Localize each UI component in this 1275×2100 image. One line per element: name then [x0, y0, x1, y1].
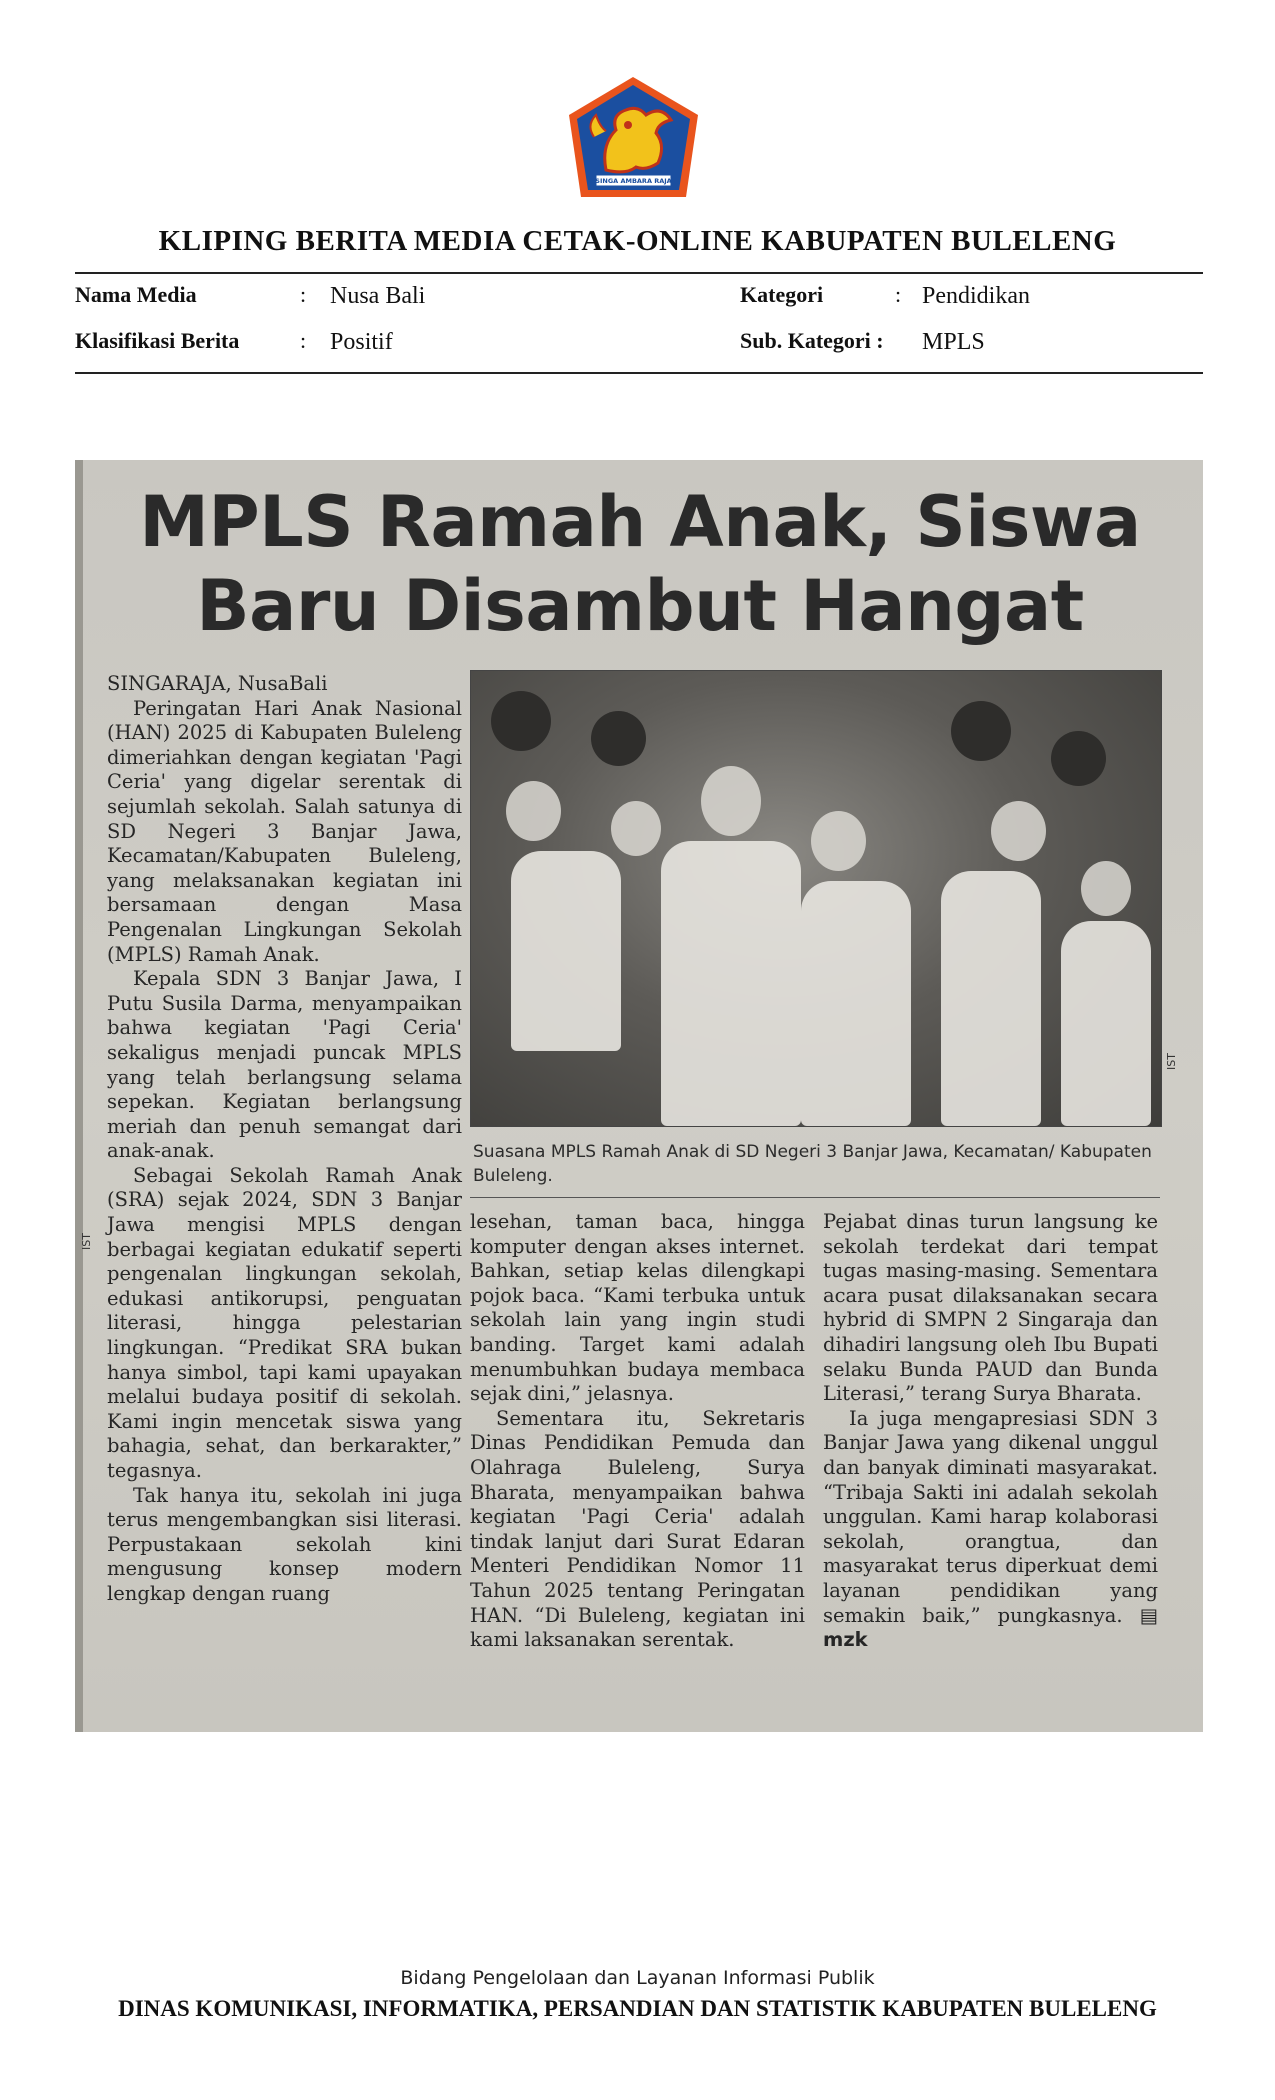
footer-agency: DINAS KOMUNIKASI, INFORMATIKA, PERSANDIAN DAN STATISTIK KABUPATEN BULELENG: [118, 1996, 1157, 2021]
paragraph-8: [823, 1407, 1158, 1653]
paragraph-3: Sebagai Sekolah Ramah Anak (SRA) sejak 2024, SDN 3 Banjar Jawa mengisi MPLS dengan berbagai kegiatan edukatif seperti pengenalan lingkungan sekolah, edukasi antikorupsi, penguatan literasi, hingga pelestarian lingkungan. “Predikat SRA bukan hanya simbol, tapi kami upayakan melalui budaya positif di sekolah. Kami ingin mencetak siswa yang bahagia, sehat, dan berkarakter,” tegasnya.: [107, 1163, 462, 1482]
clipping-edge: [75, 460, 83, 1732]
paragraph-5: lesehan, taman baca, hingga komputer dengan akses internet. Bahkan, setiap kelas dilengkapi pojok baca. “Kami terbuka untuk sekolah lain yang ingin studi banding. Target kami adalah menumbuhkan budaya membaca sejak dini,” jelasnya.: [470, 1210, 805, 1406]
page-title: KLIPING BERITA MEDIA CETAK-ONLINE KABUPATEN BULELENG: [158, 225, 1117, 257]
paragraph-7: Pejabat dinas turun langsung ke sekolah terdekat dari tempat tugas masing-masing. Sementara acara pusat dilaksanakan secara hybrid di SMPN 2 Singaraja dan dihadiri langsung oleh Ibu Bupati selaku Bunda PAUD dan Bunda Literasi,” terang Surya Bharata.: [823, 1210, 1158, 1406]
paragraph-2: Kepala SDN 3 Banjar Jawa, I Putu Susila Darma, menyampaikan bahwa kegiatan 'Pagi Ceria' sekaligus menjadi puncak MPLS yang telah berlangsung selama sepekan. Kegiatan berlangsung meriah dan penuh semangat dari anak-anak.: [107, 967, 462, 1163]
subkategori-label: Sub. Kategori :: [740, 328, 884, 353]
left-credit: IST: [80, 1233, 93, 1250]
photo-credit: IST: [1165, 1053, 1178, 1070]
svg-text:SINGA AMBARA RAJA: SINGA AMBARA RAJA: [595, 177, 672, 185]
kategori-label: Kategori: [740, 282, 824, 307]
article-column-1: [107, 672, 462, 1607]
article-column-2: [470, 1210, 805, 1653]
paragraph-6: Sementara itu, Sekretaris Dinas Pendidikan Pemuda dan Olahraga Buleleng, Surya Bharata, menyampaikan bahwa kegiatan 'Pagi Ceria' adalah tindak lanjut dari Surat Edaran Menteri Pendidikan Nomor 11 Tahun 2025 tentang Peringatan HAN. “Di Buleleng, kegiatan ini kami laksanakan serentak.: [470, 1406, 805, 1652]
media-colon: :: [300, 282, 307, 307]
header-divider-bottom: [75, 372, 1203, 374]
media-value: Nusa Bali: [330, 283, 426, 309]
media-label: Nama Media: [75, 282, 197, 307]
kategori-colon: :: [895, 282, 902, 307]
subkategori-value: MPLS: [922, 329, 985, 355]
article-dateline: SINGARAJA, NusaBali: [107, 672, 328, 695]
klasifikasi-label: Klasifikasi Berita: [75, 328, 240, 353]
article-column-3: [823, 1210, 1158, 1653]
signoff-icon: ▤: [1139, 1603, 1158, 1627]
headline-line-2: Baru Disambut Hangat: [196, 565, 1084, 647]
paragraph-1: Peringatan Hari Anak Nasional (HAN) 2025 di Kabupaten Buleleng dimeriahkan dengan kegiatan 'Pagi Ceria' yang digelar serentak di sejumlah sekolah. Salah satunya di SD Negeri 3 Banjar Jawa, Kecamatan/Kabupaten Buleleng, yang melaksanakan kegiatan ini bersamaan dengan Masa Pengenalan Lingkungan Sekolah (MPLS) Ramah Anak.: [107, 696, 462, 966]
klasifikasi-colon: :: [300, 328, 307, 353]
article-headline: [105, 480, 1175, 648]
newspaper-clipping: [75, 460, 1203, 1732]
headline-line-1: MPLS Ramah Anak, Siswa: [139, 481, 1141, 563]
footer-department: Bidang Pengelolaan dan Layanan Informasi Publik: [400, 1967, 875, 1989]
paragraph-4: Tak hanya itu, sekolah ini juga terus mengembangkan sisi literasi. Perpustakaan sekolah kini mengusung konsep modern lengkap dengan ruang: [107, 1483, 462, 1605]
paragraph-8-text: Ia juga mengapresiasi SDN 3 Banjar Jawa yang dikenal unggul dan banyak diminati masyarakat. “Tribaja Sakti ini adalah sekolah unggulan. Kami harap kolaborasi sekolah, orangtua, dan masyarakat terus diperkuat demi layanan pendidikan yang semakin baik,” pungkasnya.: [823, 1406, 1158, 1627]
photo-caption: Suasana MPLS Ramah Anak di SD Negeri 3 Banjar Jawa, Kecamatan/ Kabupaten Buleleng.: [473, 1142, 1152, 1186]
kategori-value: Pendidikan: [922, 283, 1030, 309]
lion-emblem-logo: [566, 75, 701, 200]
header-divider-top: [75, 272, 1203, 274]
klasifikasi-value: Positif: [330, 329, 393, 355]
author-signoff: mzk: [823, 1628, 868, 1652]
article-photo: [470, 670, 1162, 1127]
caption-divider: [470, 1197, 1160, 1198]
